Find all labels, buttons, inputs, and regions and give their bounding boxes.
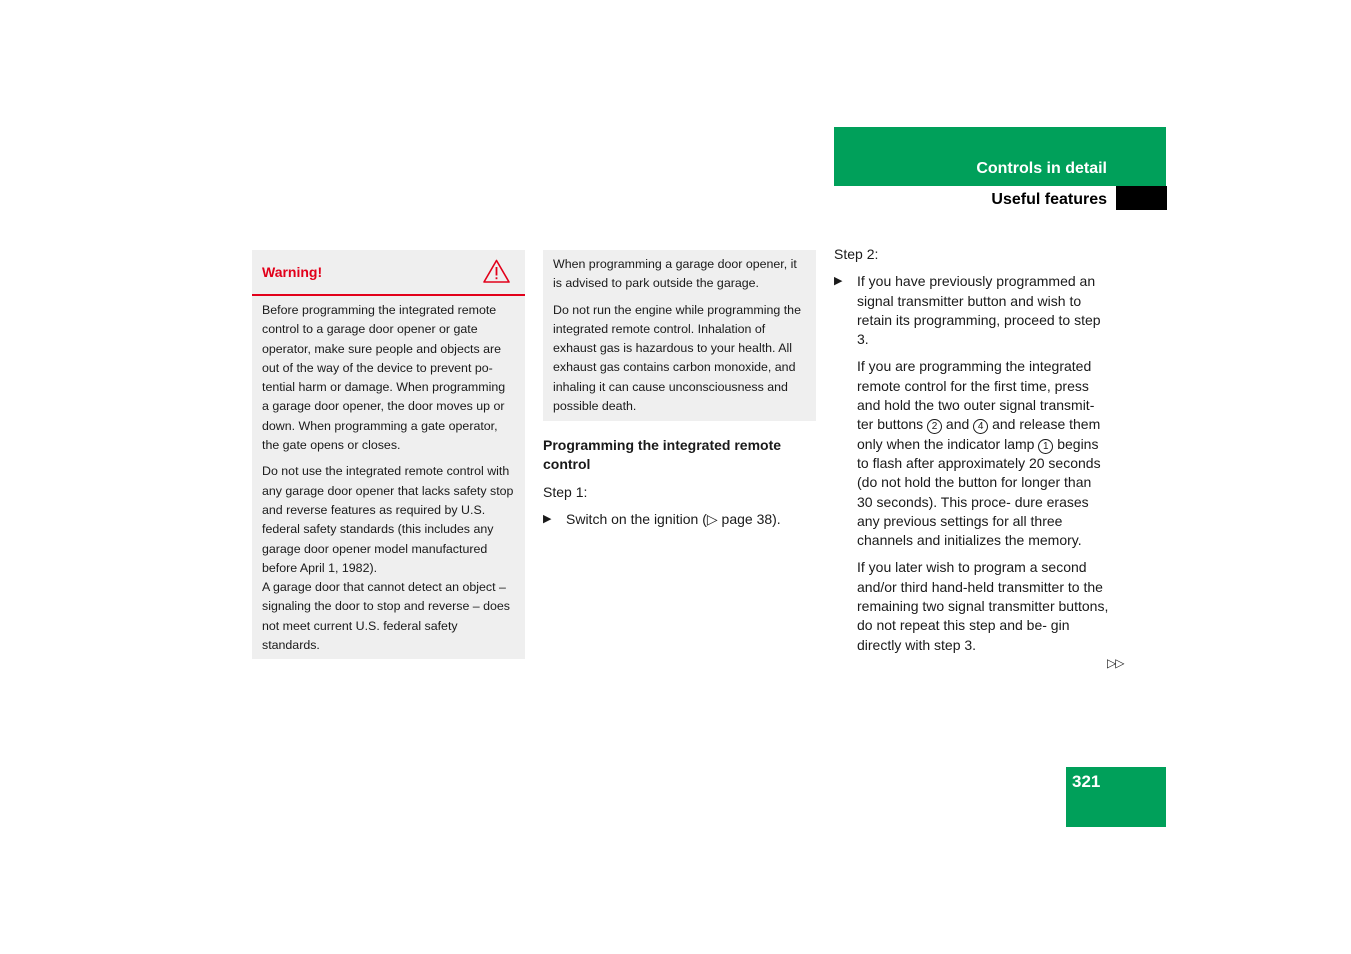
page-number-box: [1066, 767, 1166, 827]
step1-label: Step 1:: [543, 483, 588, 500]
step2-bullet-text: If you have previously programmed an signal transmitter button and wish to retain its programming, proceed to step 3.: [857, 273, 1101, 348]
note-paragraph: When programming a garage door opener, it is advised to park outside the garage.: [553, 257, 797, 291]
section-tab-marker: [1116, 186, 1167, 210]
note-paragraph: Do not run the engine while programming the integrated remote control. Inhalation of exhaust gas is hazardous to your health. All exhaust gas contains carbon monoxide, and inhaling it can cause unconsciousness and possible death.: [553, 302, 801, 414]
step1-bullet: [543, 510, 818, 529]
step2-column: [834, 245, 1110, 663]
bullet-arrow-icon: ▶: [543, 512, 552, 525]
step2-paragraph: [834, 357, 1110, 550]
warning-paragraph: Before programming the integrated remote control to a garage door opener or gate operator, make sure people and objects are out of the way of the device to prevent po- tential harm or damage. When programming a garage door opener, the door moves up or down. When programming a gate operator, the gate opens or closes.: [262, 303, 506, 453]
warning-box: [252, 250, 525, 659]
step2-paragraph: If you later wish to program a second and/or third hand-held transmitter to the remaining two signal transmitter buttons, do not repeat this step and be- gin directly with step 3.: [857, 559, 1109, 653]
warning-body: [252, 296, 525, 655]
page-ref-arrow-icon: ▷: [706, 510, 718, 527]
step1-text-before: Switch on the ignition (: [566, 510, 707, 527]
subsection-title: Useful features: [991, 191, 1107, 208]
warning-triangle-icon: [483, 259, 510, 283]
indicator-lamp-badge: 1: [1038, 439, 1053, 454]
warning-label: Warning!: [262, 264, 323, 280]
step2-bullet: [834, 272, 1110, 349]
note-body: [543, 250, 816, 416]
continue-arrow-icon: ▷▷: [1107, 656, 1124, 670]
button-number-badge: 2: [927, 419, 942, 434]
button-number-badge: 4: [973, 419, 988, 434]
step2-text: and: [942, 416, 974, 433]
warning-paragraph: Do not use the integrated remote control with any garage door opener that lacks safety stop and reverse features as required by U.S. federal safety standards (this includes any garage door opener model manufactured before April 1, 1982).: [262, 464, 514, 575]
step2-text: and release them only when the indicator lamp: [857, 416, 1101, 452]
page-number: 321: [1072, 772, 1101, 791]
note-box: [543, 250, 816, 421]
bullet-arrow-icon: ▶: [834, 275, 843, 288]
section-title: Controls in detail: [976, 160, 1107, 177]
step2-label: Step 2:: [834, 246, 879, 262]
warning-paragraph: A garage door that cannot detect an object – signaling the door to stop and reverse – does not meet current U.S. federal safety standards.: [262, 580, 510, 653]
step1-text-after: page 38).: [717, 510, 781, 527]
step2-text: begins to flash after approximately 20 seconds (do not hold the button for longer than 30 seconds). This proce- dure erases any previous settings for all three channels and initializes the memory.: [857, 435, 1101, 549]
programming-heading: Programming the integrated remote control: [543, 437, 782, 473]
programming-column: [543, 436, 818, 537]
warning-header: [252, 250, 525, 296]
step2-text: If you are programming the integrated remote control for the first time, press and hold the two outer signal transmit- ter buttons: [857, 358, 1095, 433]
